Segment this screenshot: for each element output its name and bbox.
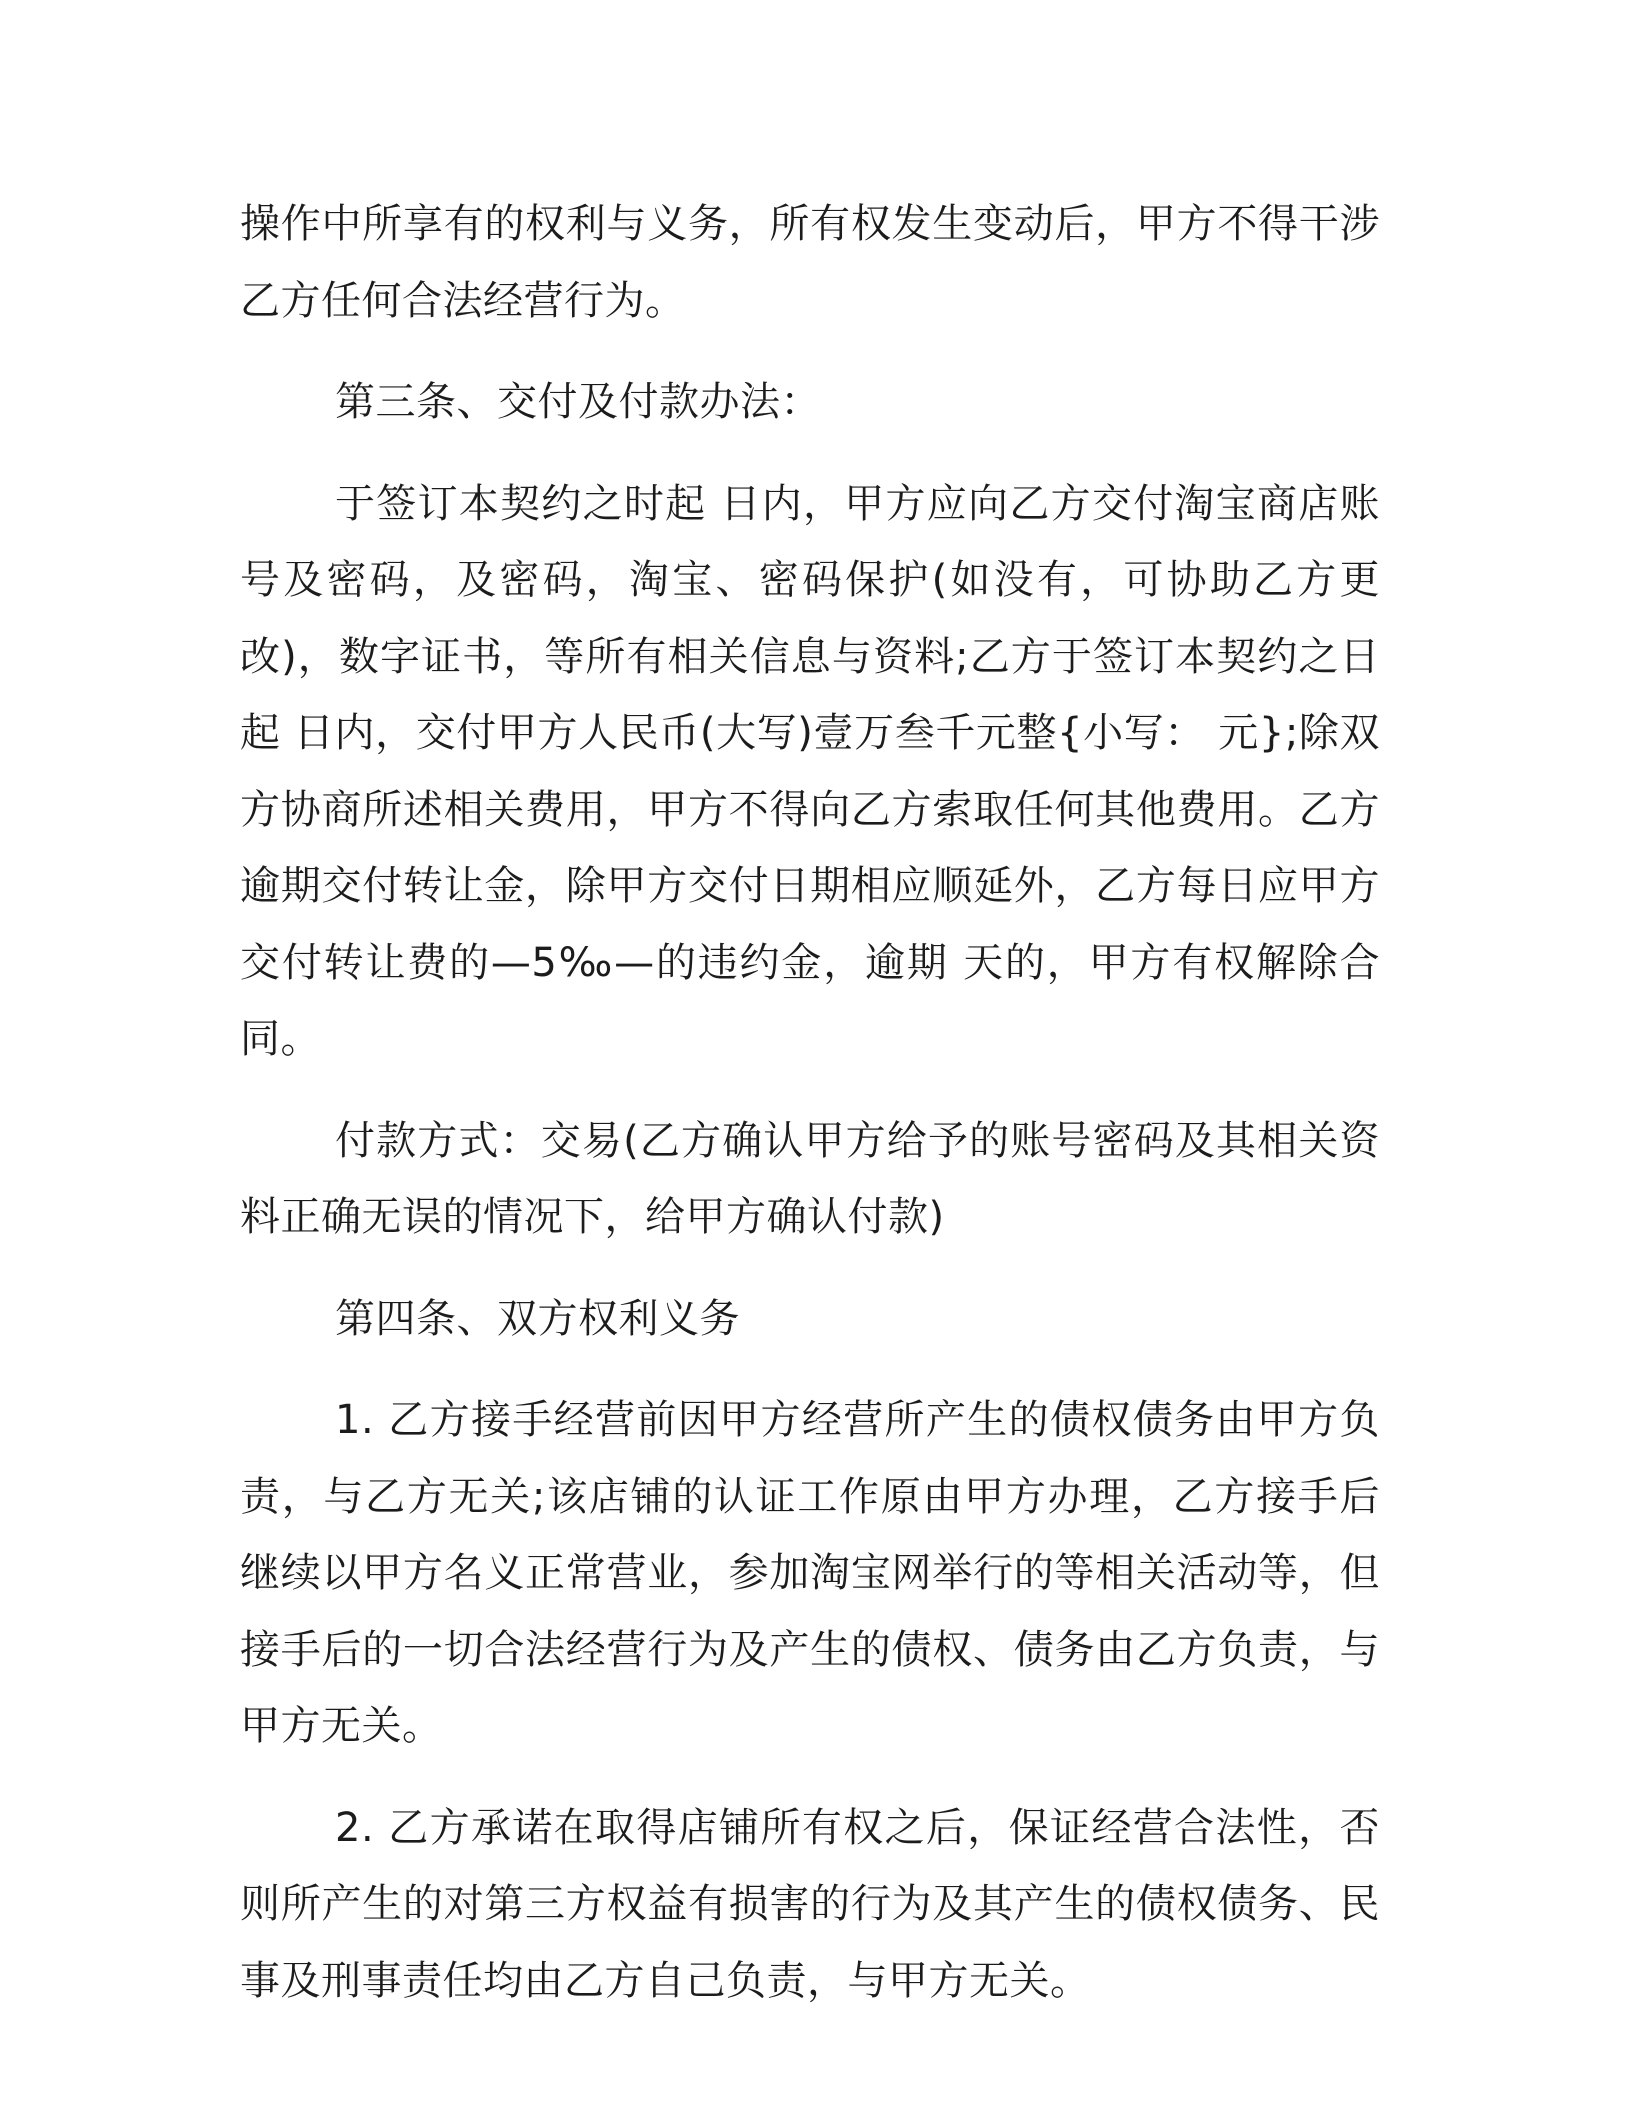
paragraph-continuation: 操作中所享有的权利与义务，所有权发生变动后，甲方不得干涉乙方任何合法经营行为。 bbox=[240, 201, 1380, 324]
delivery-payment-paragraph: 于签订本契约之时起 日内，甲方应向乙方交付淘宝商店账号及密码，及密码，淘宝、密码保护(如没有，可协助乙方更改)，数字证书，等所有相关信息与资料;乙方于签订本契约之日起 日内，交付甲方人民币(大写)壹万叁千元整{小写： 元};除双方协商所述相关费用，甲方不得向乙方索取任何其他费用。乙方逾期交付转让金，除甲方交付日期相应顺延外，乙方每日应甲方交付转让费的—5‰—的违约金，逾期 天的，甲方有权解除合同。 bbox=[240, 480, 1380, 1062]
document-body bbox=[240, 186, 1380, 2044]
article-4-heading: 第四条、双方权利义务 bbox=[335, 1295, 740, 1342]
clause-1-paragraph: 1. 乙方接手经营前因甲方经营所产生的债权债务由甲方负责，与乙方无关;该店铺的认证工作原由甲方办理，乙方接手后继续以甲方名义正常营业，参加淘宝网举行的等相关活动等，但接手后的一切合法经营行为及产生的债权、债务由乙方负责，与甲方无关。 bbox=[240, 1397, 1380, 1749]
clause-2-paragraph: 2. 乙方承诺在取得店铺所有权之后，保证经营合法性，否则所产生的对第三方权益有损害的行为及其产生的债权债务、民事及刑事责任均由乙方自己负责，与甲方无关。 bbox=[240, 1804, 1380, 2004]
payment-method-paragraph: 付款方式：交易(乙方确认甲方给予的账号密码及其相关资料正确无误的情况下，给甲方确认付款) bbox=[240, 1117, 1380, 1240]
article-3-heading: 第三条、交付及付款办法： bbox=[335, 379, 821, 425]
